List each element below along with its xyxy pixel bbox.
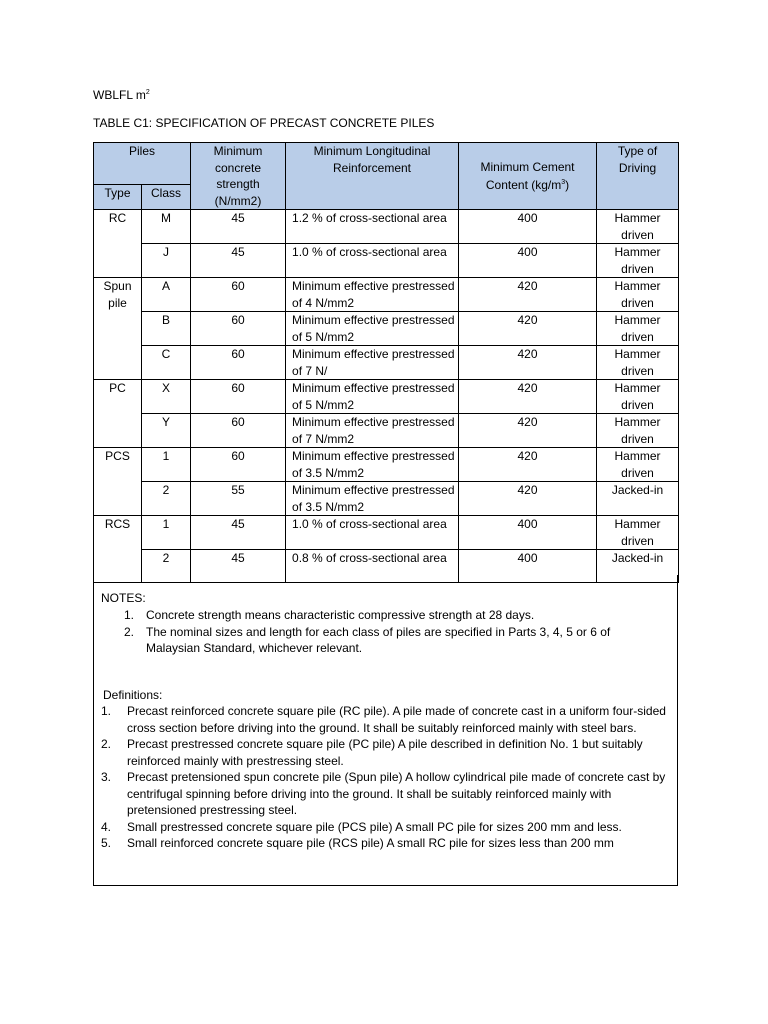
cell-reinforcement: 1.0 % of cross-sectional area [286,516,459,550]
list-item [101,703,673,736]
list-item [101,769,673,819]
definition-number: 1. [101,704,112,718]
cell-driving: Hammer driven [597,448,679,482]
definitions-heading: Definitions: [103,688,163,702]
cell-cement: 420 [459,414,597,448]
cell-driving: Hammer driven [597,210,679,244]
header-type-of-driving: Type of Driving [597,143,679,210]
cell-class: 1 [142,448,191,482]
cell-class: X [142,380,191,414]
list-item [124,607,664,624]
cell-driving: Jacked-in [597,550,679,583]
notes-list [124,607,664,657]
cell-class: C [142,346,191,380]
document-title [93,88,150,102]
cell-cement: 420 [459,346,597,380]
list-item [101,736,673,769]
table-row [94,312,679,346]
cell-reinforcement: 0.8 % of cross-sectional area [286,550,459,583]
cell-reinforcement: Minimum effective prestressed of 3.5 N/mm2 [286,448,459,482]
table-row [94,210,679,244]
cell-class: 1 [142,516,191,550]
definition-text: Small reinforced concrete square pile (RCS pile) A small RC pile for sizes less than 200 mm [127,836,614,850]
table-row [94,278,679,312]
table-row [94,414,679,448]
cell-type: Spun pile [94,278,142,380]
notes-heading: NOTES: [101,591,146,605]
cell-class: M [142,210,191,244]
header-min-cement-close: ) [565,178,570,192]
definition-number: 3. [101,770,112,784]
cell-class: B [142,312,191,346]
definition-number: 2. [101,737,112,751]
cell-driving: Hammer driven [597,346,679,380]
cell-driving: Hammer driven [597,516,679,550]
note-number: 1. [124,608,135,622]
cell-driving: Hammer driven [597,414,679,448]
table-row [94,380,679,414]
cell-strength: 60 [191,448,286,482]
cell-reinforcement: Minimum effective prestressed of 5 N/mm2 [286,312,459,346]
cell-reinforcement: Minimum effective prestressed of 7 N/mm2 [286,414,459,448]
cell-class: A [142,278,191,312]
cell-strength: 60 [191,312,286,346]
definition-text: Precast prestressed concrete square pile (PC pile) A pile described in definition No. 1 but suitably reinforced mainly with prestressing steel. [127,737,643,768]
list-item [124,624,664,657]
table-row [94,448,679,482]
cell-reinforcement: Minimum effective prestressed of 3.5 N/mm2 [286,482,459,516]
cell-strength: 45 [191,550,286,583]
list-item [101,819,673,836]
cell-cement: 420 [459,312,597,346]
definition-text: Precast reinforced concrete square pile (RC pile). A pile made of concrete cast in a uniform four-sided cross section before driving into the ground. It shall be suitably reinforced mainly with steel bars. [127,704,666,735]
table-row [94,516,679,550]
cell-driving: Hammer driven [597,380,679,414]
header-min-cement-text: Minimum Cement Content (kg/m [480,159,575,192]
cell-reinforcement: Minimum effective prestressed of 7 N/ [286,346,459,380]
cell-strength: 60 [191,380,286,414]
cell-cement: 420 [459,278,597,312]
cell-reinforcement: 1.2 % of cross-sectional area [286,210,459,244]
cell-reinforcement: Minimum effective prestressed of 5 N/mm2 [286,380,459,414]
header-class: Class [142,185,191,210]
table-row [94,482,679,516]
cell-cement: 420 [459,482,597,516]
cell-type: PCS [94,448,142,516]
document-title-text: WBLFL m [93,88,146,102]
cell-type: RCS [94,516,142,583]
header-min-cement-superscript: 3 [561,179,566,186]
definition-number: 5. [101,836,112,850]
precast-piles-spec-table [93,142,679,583]
cell-reinforcement: Minimum effective prestressed of 4 N/mm2 [286,278,459,312]
cell-class: 2 [142,482,191,516]
cell-strength: 60 [191,414,286,448]
cell-cement: 400 [459,550,597,583]
header-min-cement [459,143,597,210]
cell-cement: 400 [459,210,597,244]
definition-text: Precast pretensioned spun concrete pile (Spun pile) A hollow cylindrical pile made of concrete cast by centrifugal spinning before driving into the ground. It shall be suitably reinforced mainly with pretensioned prestressing steel. [127,770,666,817]
cell-strength: 55 [191,482,286,516]
cell-driving: Hammer driven [597,278,679,312]
note-number: 2. [124,624,135,639]
document-title-superscript: 2 [145,89,150,96]
cell-driving: Hammer driven [597,244,679,278]
note-text: Concrete strength means characteristic compressive strength at 28 days. [146,608,535,622]
cell-class: 2 [142,550,191,583]
cell-reinforcement: 1.0 % of cross-sectional area [286,244,459,278]
note-text: The nominal sizes and length for each class of piles are specified in Parts 3, 4, 5 or 6 of Malaysian Standard, whichever relevant. [146,624,611,655]
definition-text: Small prestressed concrete square pile (PCS pile) A small PC pile for sizes 200 mm and less. [127,819,622,834]
header-piles: Piles [94,143,191,185]
cell-type: RC [94,210,142,278]
cell-strength: 45 [191,244,286,278]
cell-type: PC [94,380,142,448]
cell-cement: 420 [459,380,597,414]
table-caption: TABLE C1: SPECIFICATION OF PRECAST CONCRETE PILES [93,116,435,130]
cell-driving: Jacked-in [597,482,679,516]
definitions-list [101,703,673,852]
cell-strength: 45 [191,210,286,244]
notes-box [93,575,678,886]
cell-class: J [142,244,191,278]
header-min-reinforcement: Minimum Longitudinal Reinforcement [286,143,459,210]
table-row [94,346,679,380]
cell-class: Y [142,414,191,448]
cell-strength: 60 [191,278,286,312]
cell-driving: Hammer driven [597,312,679,346]
cell-cement: 400 [459,516,597,550]
cell-strength: 60 [191,346,286,380]
cell-strength: 45 [191,516,286,550]
definition-number: 4. [101,819,112,834]
list-item [101,835,673,852]
header-min-strength: Minimum concrete strength (N/mm2) [191,143,286,210]
table-row [94,244,679,278]
header-type: Type [94,185,142,210]
cell-cement: 420 [459,448,597,482]
cell-cement: 400 [459,244,597,278]
